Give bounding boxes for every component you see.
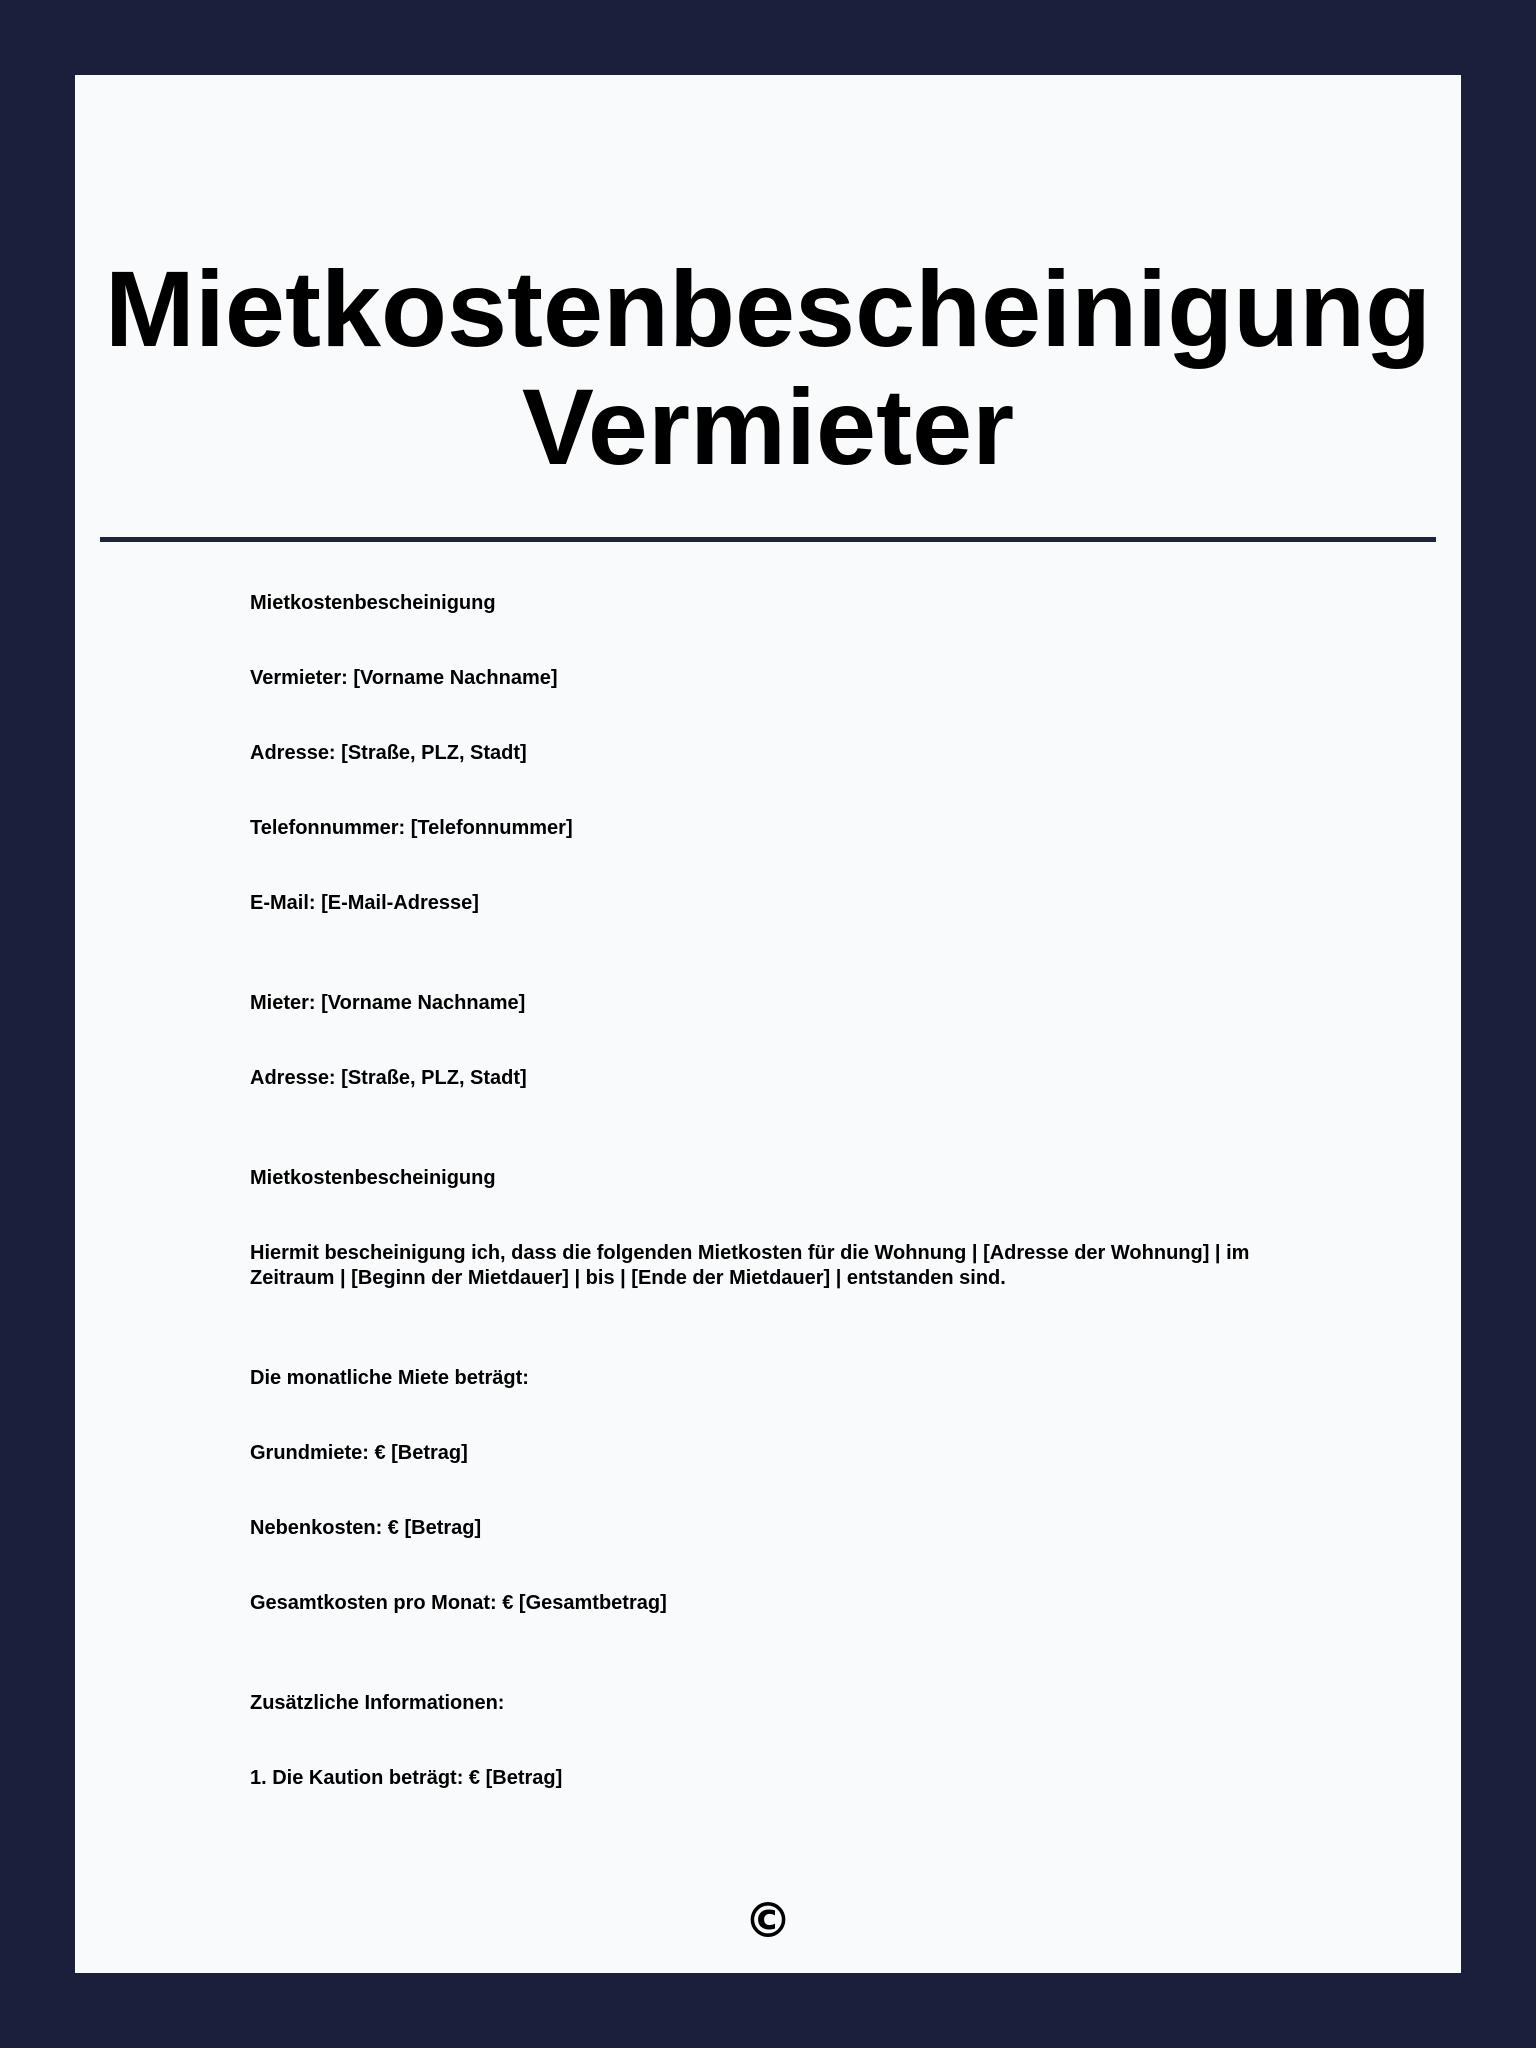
additional-info-heading: Zusätzliche Informationen: [250, 1692, 505, 1714]
document-body [250, 591, 1350, 1791]
tenant-name-line: Mieter: [Vorname Nachname] [250, 992, 526, 1014]
certificate-heading: Mietkostenbescheinigung [250, 1167, 496, 1189]
landlord-address-line: Adresse: [Straße, PLZ, Stadt] [250, 742, 527, 764]
certificate-statement-line-1: Hiermit bescheinigung ich, dass die folgenden Mietkosten für die Wohnung | [Adresse der Wohnung] | im [250, 1242, 1250, 1264]
tenant-address-line: Adresse: [Straße, PLZ, Stadt] [250, 1067, 527, 1089]
document-title-line-2: Vermieter [521, 366, 1015, 487]
additional-costs-line: Nebenkosten: € [Betrag] [250, 1517, 482, 1539]
monthly-rent-intro: Die monatliche Miete beträgt: [250, 1367, 529, 1389]
landlord-phone-line: Telefonnummer: [Telefonnummer] [250, 817, 573, 839]
total-costs-line: Gesamtkosten pro Monat: € [Gesamtbetrag] [250, 1592, 667, 1614]
landlord-name-line: Vermieter: [Vorname Nachname] [250, 667, 558, 689]
landlord-email-line: E-Mail: [E-Mail-Adresse] [250, 892, 479, 914]
title-divider [100, 537, 1436, 542]
deposit-line: 1. Die Kaution beträgt: € [Betrag] [250, 1767, 563, 1789]
document-title [75, 250, 1461, 486]
document-page [75, 75, 1461, 1973]
certificate-statement-line-2: Zeitraum | [Beginn der Mietdauer] | bis | [Ende der Mietdauer] | entstanden sind. [250, 1267, 1006, 1289]
body-heading: Mietkostenbescheinigung [250, 592, 496, 614]
certificate-statement [250, 1241, 1350, 1291]
base-rent-line: Grundmiete: € [Betrag] [250, 1442, 468, 1464]
document-title-line-1: Mietkostenbescheinigung [104, 248, 1432, 369]
copyright-icon: © [744, 1893, 792, 1949]
